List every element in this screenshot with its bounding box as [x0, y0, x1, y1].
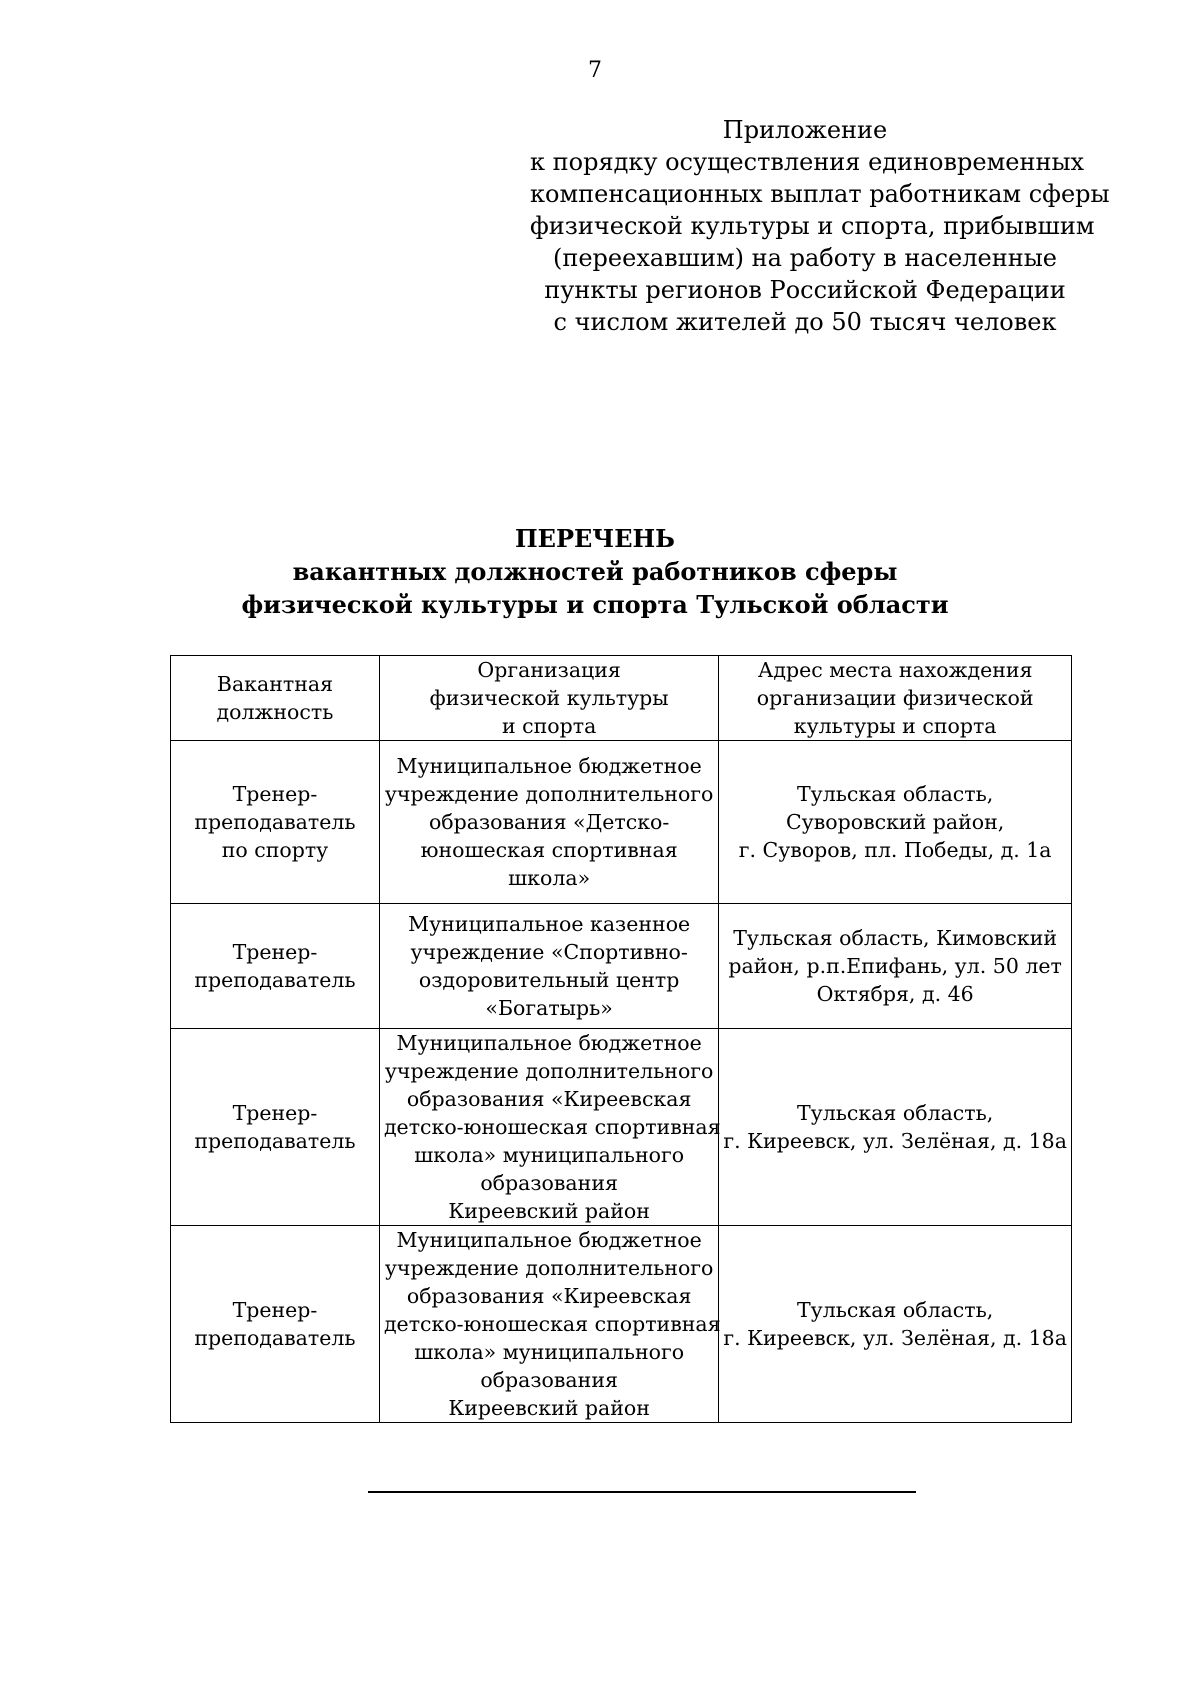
- cell-line: Муниципальное бюджетное: [396, 754, 702, 778]
- title-line: физической культуры и спорта Тульской области: [241, 590, 949, 619]
- header-address: [719, 656, 1072, 741]
- cell-line: образования «Детско-: [428, 810, 670, 834]
- appendix-line: с числом жителей до 50 тысяч человек: [553, 308, 1057, 336]
- cell-line: Тульская область,: [797, 782, 994, 806]
- header-line: Адрес места нахождения: [757, 658, 1033, 682]
- cell-line: детско-юношеская спортивная: [383, 1115, 721, 1139]
- cell-position: [171, 1226, 380, 1423]
- header-line: организации физической: [756, 686, 1034, 710]
- cell-line: детско-юношеская спортивная: [383, 1312, 721, 1336]
- cell-line: Тренер-: [232, 782, 318, 806]
- header-line: Вакантная: [216, 672, 334, 696]
- cell-line: «Богатырь»: [485, 996, 613, 1020]
- cell-line: район, р.п.Епифань, ул. 50 лет: [728, 954, 1062, 978]
- cell-line: школа»: [508, 866, 591, 890]
- cell-line: г. Киреевск, ул. Зелёная, д. 18а: [723, 1326, 1067, 1350]
- cell-line: Муниципальное казенное: [408, 912, 691, 936]
- cell-line: преподаватель: [194, 1129, 356, 1153]
- cell-line: образования «Киреевская: [406, 1087, 692, 1111]
- cell-line: учреждение дополнительного: [384, 1059, 714, 1083]
- header-organization: [379, 656, 718, 741]
- cell-line: школа» муниципального: [414, 1143, 685, 1167]
- title-line: вакантных должностей работников сферы: [292, 557, 898, 586]
- appendix-line: к порядку осуществления единовременных: [530, 148, 1085, 176]
- header-line: должность: [216, 700, 334, 724]
- appendix-line: (переехавшим) на работу в населенные: [552, 244, 1058, 272]
- appendix-line: компенсационных выплат работникам сферы: [530, 180, 1110, 208]
- table-row: [171, 904, 1072, 1029]
- cell-line: Тульская область,: [797, 1101, 994, 1125]
- appendix-line: физической культуры и спорта, прибывшим: [530, 212, 1095, 240]
- cell-line: преподаватель: [194, 810, 356, 834]
- cell-line: Муниципальное бюджетное: [396, 1031, 702, 1055]
- cell-line: Киреевский район: [448, 1396, 650, 1420]
- cell-line: оздоровительный центр: [418, 968, 680, 992]
- header-line: физической культуры: [429, 686, 669, 710]
- cell-line: Киреевский район: [448, 1199, 650, 1223]
- cell-line: г. Киреевск, ул. Зелёная, д. 18а: [723, 1129, 1067, 1153]
- header-line: Организация: [477, 658, 621, 682]
- header-line: и спорта: [501, 714, 597, 738]
- cell-line: г. Суворов, пл. Победы, д. 1а: [738, 838, 1052, 862]
- cell-address: [719, 1226, 1072, 1423]
- cell-organization: [379, 741, 718, 904]
- cell-line: Муниципальное бюджетное: [396, 1228, 702, 1252]
- header-line: культуры и спорта: [793, 714, 997, 738]
- cell-line: учреждение дополнительного: [384, 782, 714, 806]
- table-row: [171, 1226, 1072, 1423]
- cell-line: Тренер-: [232, 940, 318, 964]
- cell-line: образования «Киреевская: [406, 1284, 692, 1308]
- cell-line: юношеская спортивная: [420, 838, 678, 862]
- cell-line: учреждение «Спортивно-: [410, 940, 688, 964]
- appendix-header: [530, 114, 1110, 338]
- cell-address: [719, 741, 1072, 904]
- cell-line: учреждение дополнительного: [384, 1256, 714, 1280]
- document-title: [0, 522, 1190, 621]
- cell-line: образования: [480, 1368, 618, 1392]
- title-heading: ПЕРЕЧЕНЬ: [515, 524, 675, 553]
- cell-line: школа» муниципального: [414, 1340, 685, 1364]
- cell-organization: [379, 1029, 721, 1226]
- cell-position: [171, 741, 380, 904]
- vacancies-table: [170, 655, 1072, 1423]
- cell-position: [171, 904, 380, 1029]
- page-number: 7: [588, 58, 602, 83]
- appendix-line: пункты регионов Российской Федерации: [544, 276, 1066, 304]
- cell-line: Тренер-: [232, 1298, 318, 1322]
- cell-line: Тульская область,: [797, 1298, 994, 1322]
- cell-address: [719, 1029, 1072, 1226]
- cell-organization: [379, 904, 718, 1029]
- cell-line: по спорту: [221, 838, 329, 862]
- cell-line: Октября, д. 46: [816, 982, 974, 1006]
- cell-line: преподаватель: [194, 1326, 356, 1350]
- cell-line: Суворовский район,: [786, 810, 1005, 834]
- cell-line: Тренер-: [232, 1101, 318, 1125]
- cell-line: Тульская область, Кимовский: [733, 926, 1058, 950]
- table-row: [171, 1029, 1072, 1226]
- table-header-row: [171, 656, 1072, 741]
- appendix-line: Приложение: [722, 116, 888, 144]
- cell-organization: [379, 1226, 721, 1423]
- table-row: [171, 741, 1072, 904]
- cell-position: [171, 1029, 380, 1226]
- closing-divider: [368, 1491, 916, 1493]
- cell-address: [719, 904, 1072, 1029]
- cell-line: преподаватель: [194, 968, 356, 992]
- header-position: [171, 656, 380, 741]
- cell-line: образования: [480, 1171, 618, 1195]
